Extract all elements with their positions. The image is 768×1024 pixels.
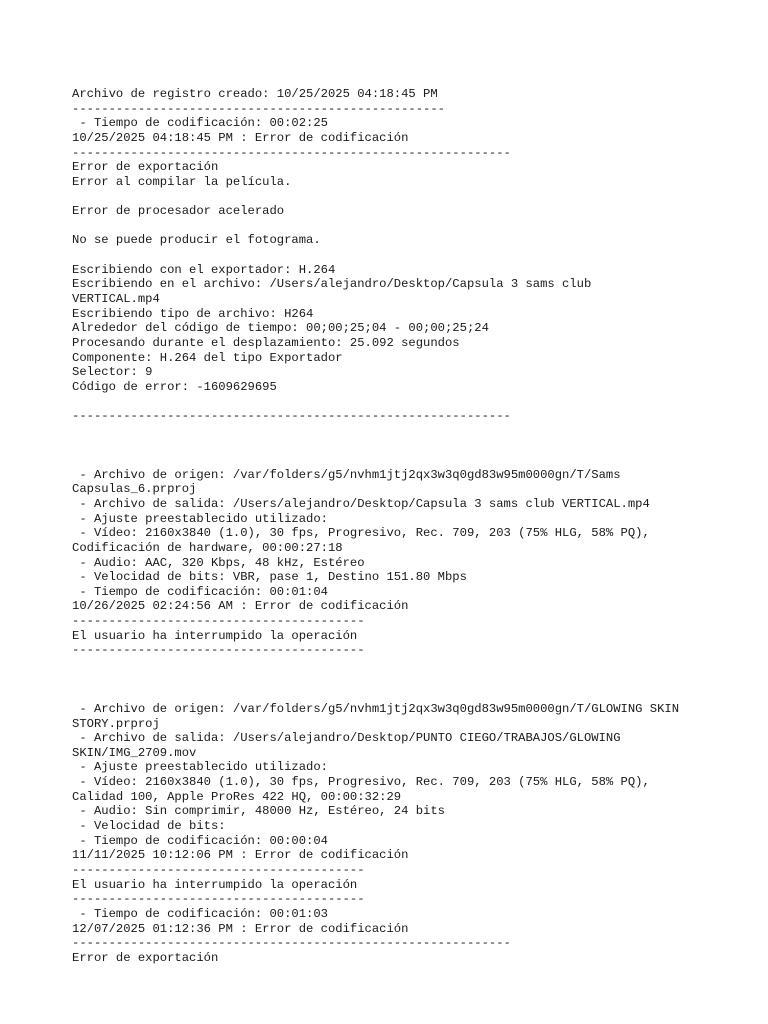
blank-line bbox=[72, 424, 752, 439]
log-line: Archivo de registro creado: 10/25/2025 04:18:45 PM bbox=[72, 87, 438, 101]
log-line: STORY.prproj bbox=[72, 716, 160, 731]
log-line: Alrededor del código de tiempo: 00;00;25;04 - 00;00;25;24 bbox=[72, 321, 489, 336]
blank-line bbox=[72, 687, 752, 702]
log-line: Error al compilar la película. bbox=[72, 174, 292, 189]
log-line: - Ajuste preestablecido utilizado: bbox=[72, 760, 328, 775]
log-line: - Archivo de salida: /Users/alejandro/Desktop/Capsula 3 sams club VERTICAL.mp4 bbox=[72, 496, 650, 511]
log-line: VERTICAL.mp4 bbox=[72, 291, 160, 306]
log-line: Error de exportación bbox=[72, 950, 219, 965]
log-document bbox=[72, 87, 752, 965]
log-line: - Velocidad de bits: VBR, pase 1, Destino 151.80 Mbps bbox=[72, 570, 467, 585]
separator-line: ---------------------------------------- bbox=[72, 614, 365, 629]
log-line: - Archivo de origen: /var/folders/g5/nvhm1jtj2qx3w3q0gd83w95m0000gn/T/GLOWING SKIN bbox=[72, 701, 680, 716]
blank-line bbox=[72, 673, 752, 688]
log-line: - Archivo de origen: /var/folders/g5/nvhm1jtj2qx3w3q0gd83w95m0000gn/T/Sams bbox=[72, 467, 621, 482]
log-line: El usuario ha interrumpido la operación bbox=[72, 628, 358, 643]
separator-line: ---------------------------------------- bbox=[72, 643, 365, 658]
separator-line: ---------------------------------------- bbox=[72, 892, 365, 907]
separator-line: ------------------------------------------------------------ bbox=[72, 936, 511, 951]
log-line: Escribiendo en el archivo: /Users/alejandro/Desktop/Capsula 3 sams club bbox=[72, 277, 592, 292]
log-line: - Tiempo de codificación: 00:01:04 bbox=[72, 584, 328, 599]
log-line: Error de procesador acelerado bbox=[72, 204, 285, 219]
log-line: - Ajuste preestablecido utilizado: bbox=[72, 511, 328, 526]
log-line: Componente: H.264 del tipo Exportador bbox=[72, 350, 343, 365]
log-line: Escribiendo tipo de archivo: H264 bbox=[72, 306, 314, 321]
log-line: - Archivo de salida: /Users/alejandro/Desktop/PUNTO CIEGO/TRABAJOS/GLOWING bbox=[72, 731, 621, 746]
log-line: El usuario ha interrumpido la operación bbox=[72, 877, 358, 892]
blank-line bbox=[72, 658, 752, 673]
log-line: - Audio: Sin comprimir, 48000 Hz, Estéreo, 24 bits bbox=[72, 804, 445, 819]
log-line: 12/07/2025 01:12:36 PM : Error de codificación bbox=[72, 921, 409, 936]
log-line: 11/11/2025 10:12:06 PM : Error de codificación bbox=[72, 848, 409, 863]
log-line: 10/25/2025 04:18:45 PM : Error de codificación bbox=[72, 130, 409, 145]
log-line: Codificación de hardware, 00:00:27:18 bbox=[72, 540, 343, 555]
log-line: - Tiempo de codificación: 00:02:25 bbox=[72, 116, 328, 131]
log-line: - Velocidad de bits: bbox=[72, 819, 226, 834]
separator-line: ---------------------------------------- bbox=[72, 862, 365, 877]
log-line: SKIN/IMG_2709.mov bbox=[72, 745, 197, 760]
blank-line bbox=[72, 248, 752, 263]
log-line: - Vídeo: 2160x3840 (1.0), 30 fps, Progresivo, Rec. 709, 203 (75% HLG, 58% PQ), bbox=[72, 775, 650, 790]
blank-line bbox=[72, 219, 752, 234]
blank-line bbox=[72, 394, 752, 409]
blank-line bbox=[72, 453, 752, 468]
separator-line: ------------------------------------------------------------ bbox=[72, 409, 511, 424]
log-line: Escribiendo con el exportador: H.264 bbox=[72, 262, 336, 277]
log-line: Procesando durante el desplazamiento: 25.092 segundos bbox=[72, 335, 460, 350]
log-line: - Tiempo de codificación: 00:00:04 bbox=[72, 833, 328, 848]
log-line: Código de error: -1609629695 bbox=[72, 379, 277, 394]
log-line: Error de exportación bbox=[72, 160, 219, 175]
log-line: 10/26/2025 02:24:56 AM : Error de codificación bbox=[72, 599, 409, 614]
blank-line bbox=[72, 189, 752, 204]
log-line: - Audio: AAC, 320 Kbps, 48 kHz, Estéreo bbox=[72, 555, 365, 570]
log-line: Capsulas_6.prproj bbox=[72, 482, 197, 497]
log-line: - Tiempo de codificación: 00:01:03 bbox=[72, 906, 328, 921]
log-line: Calidad 100, Apple ProRes 422 HQ, 00:00:32:29 bbox=[72, 789, 402, 804]
log-line: - Vídeo: 2160x3840 (1.0), 30 fps, Progresivo, Rec. 709, 203 (75% HLG, 58% PQ), bbox=[72, 526, 650, 541]
log-line: No se puede producir el fotograma. bbox=[72, 233, 321, 248]
separator-line: --------------------------------------------------- bbox=[72, 101, 445, 116]
log-line: Selector: 9 bbox=[72, 365, 153, 380]
blank-line bbox=[72, 438, 752, 453]
separator-line: ------------------------------------------------------------ bbox=[72, 145, 511, 160]
